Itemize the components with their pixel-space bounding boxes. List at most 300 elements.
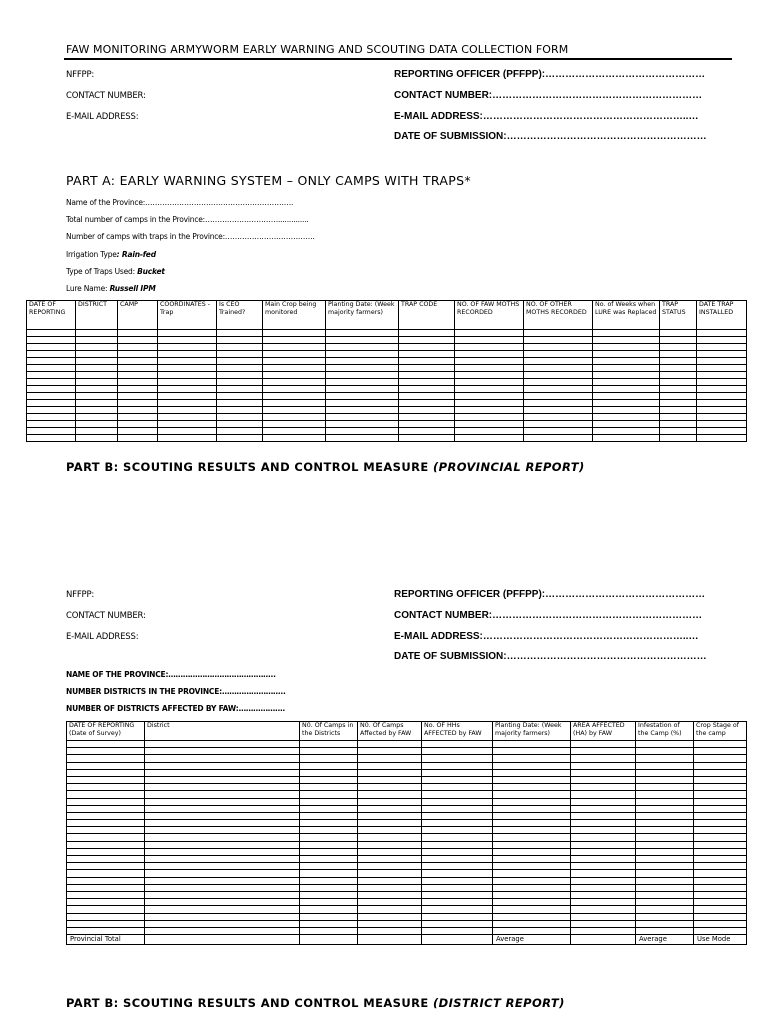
table-cell[interactable] xyxy=(422,848,493,855)
table-cell[interactable] xyxy=(493,827,571,834)
table-cell[interactable] xyxy=(263,365,326,372)
table-cell[interactable] xyxy=(694,848,747,855)
table-cell[interactable] xyxy=(422,870,493,877)
table-cell[interactable] xyxy=(399,428,455,435)
table-cell[interactable] xyxy=(493,805,571,812)
table-cell[interactable] xyxy=(593,386,660,393)
table-cell[interactable] xyxy=(399,379,455,386)
table-cell[interactable] xyxy=(694,899,747,906)
table-cell[interactable] xyxy=(67,877,145,884)
table-cell[interactable] xyxy=(593,344,660,351)
table-cell[interactable] xyxy=(67,784,145,791)
table-cell[interactable] xyxy=(27,393,76,400)
table-cell[interactable] xyxy=(422,784,493,791)
table-cell[interactable] xyxy=(300,841,358,848)
table-cell[interactable] xyxy=(493,762,571,769)
table-cell[interactable] xyxy=(636,870,694,877)
table-cell[interactable] xyxy=(67,827,145,834)
table-cell[interactable] xyxy=(571,906,636,913)
table-cell[interactable] xyxy=(455,400,524,407)
table-cell[interactable] xyxy=(118,379,158,386)
table-cell[interactable] xyxy=(694,920,747,927)
total-cell[interactable] xyxy=(145,935,300,945)
table-cell[interactable] xyxy=(27,365,76,372)
table-cell[interactable] xyxy=(300,856,358,863)
table-cell[interactable] xyxy=(145,891,300,898)
table-cell[interactable] xyxy=(636,755,694,762)
table-cell[interactable] xyxy=(217,435,263,442)
table-cell[interactable] xyxy=(217,379,263,386)
table-cell[interactable] xyxy=(76,428,118,435)
table-cell[interactable] xyxy=(358,784,422,791)
table-cell[interactable] xyxy=(300,762,358,769)
table-cell[interactable] xyxy=(399,400,455,407)
table-cell[interactable] xyxy=(422,776,493,783)
table-cell[interactable] xyxy=(76,421,118,428)
table-cell[interactable] xyxy=(493,891,571,898)
table-cell[interactable] xyxy=(697,414,747,421)
table-cell[interactable] xyxy=(145,877,300,884)
table-cell[interactable] xyxy=(67,913,145,920)
table-cell[interactable] xyxy=(67,798,145,805)
table-cell[interactable] xyxy=(326,428,399,435)
table-cell[interactable] xyxy=(76,351,118,358)
table-cell[interactable] xyxy=(217,386,263,393)
table-cell[interactable] xyxy=(76,372,118,379)
table-cell[interactable] xyxy=(697,421,747,428)
table-cell[interactable] xyxy=(217,365,263,372)
table-cell[interactable] xyxy=(145,906,300,913)
table-cell[interactable] xyxy=(217,407,263,414)
table-cell[interactable] xyxy=(145,927,300,934)
table-cell[interactable] xyxy=(300,870,358,877)
table-cell[interactable] xyxy=(524,400,593,407)
table-cell[interactable] xyxy=(399,386,455,393)
table-cell[interactable] xyxy=(697,330,747,337)
table-cell[interactable] xyxy=(697,435,747,442)
table-cell[interactable] xyxy=(455,330,524,337)
table-cell[interactable] xyxy=(694,755,747,762)
table-cell[interactable] xyxy=(660,400,697,407)
table-cell[interactable] xyxy=(300,848,358,855)
table-cell[interactable] xyxy=(694,856,747,863)
table-cell[interactable] xyxy=(263,337,326,344)
table-cell[interactable] xyxy=(263,330,326,337)
table-cell[interactable] xyxy=(27,344,76,351)
table-cell[interactable] xyxy=(263,414,326,421)
table-cell[interactable] xyxy=(263,393,326,400)
table-cell[interactable] xyxy=(145,812,300,819)
table-cell[interactable] xyxy=(399,421,455,428)
table-cell[interactable] xyxy=(76,358,118,365)
table-cell[interactable] xyxy=(76,337,118,344)
table-cell[interactable] xyxy=(455,421,524,428)
table-cell[interactable] xyxy=(636,863,694,870)
table-cell[interactable] xyxy=(118,365,158,372)
table-cell[interactable] xyxy=(27,407,76,414)
table-cell[interactable] xyxy=(422,920,493,927)
table-cell[interactable] xyxy=(145,805,300,812)
table-cell[interactable] xyxy=(422,762,493,769)
table-cell[interactable] xyxy=(145,784,300,791)
table-cell[interactable] xyxy=(694,748,747,755)
table-cell[interactable] xyxy=(145,920,300,927)
table-cell[interactable] xyxy=(493,920,571,927)
table-cell[interactable] xyxy=(145,841,300,848)
table-cell[interactable] xyxy=(422,863,493,870)
table-cell[interactable] xyxy=(694,927,747,934)
table-cell[interactable] xyxy=(217,337,263,344)
table-cell[interactable] xyxy=(571,856,636,863)
table-cell[interactable] xyxy=(27,428,76,435)
table-cell[interactable] xyxy=(145,913,300,920)
table-cell[interactable] xyxy=(326,414,399,421)
table-cell[interactable] xyxy=(524,428,593,435)
table-cell[interactable] xyxy=(76,407,118,414)
table-cell[interactable] xyxy=(571,884,636,891)
table-cell[interactable] xyxy=(493,748,571,755)
table-cell[interactable] xyxy=(694,769,747,776)
table-cell[interactable] xyxy=(660,407,697,414)
table-cell[interactable] xyxy=(455,386,524,393)
table-cell[interactable] xyxy=(145,741,300,748)
table-cell[interactable] xyxy=(571,870,636,877)
table-cell[interactable] xyxy=(76,414,118,421)
table-cell[interactable] xyxy=(358,834,422,841)
table-cell[interactable] xyxy=(158,435,217,442)
table-cell[interactable] xyxy=(694,812,747,819)
table-cell[interactable] xyxy=(358,741,422,748)
table-cell[interactable] xyxy=(422,884,493,891)
table-cell[interactable] xyxy=(571,798,636,805)
table-cell[interactable] xyxy=(217,428,263,435)
table-cell[interactable] xyxy=(263,379,326,386)
table-cell[interactable] xyxy=(571,769,636,776)
table-cell[interactable] xyxy=(593,435,660,442)
table-cell[interactable] xyxy=(399,358,455,365)
table-cell[interactable] xyxy=(300,820,358,827)
table-cell[interactable] xyxy=(694,762,747,769)
table-cell[interactable] xyxy=(326,407,399,414)
table-cell[interactable] xyxy=(399,372,455,379)
table-cell[interactable] xyxy=(300,899,358,906)
table-cell[interactable] xyxy=(67,762,145,769)
table-cell[interactable] xyxy=(300,748,358,755)
table-cell[interactable] xyxy=(118,372,158,379)
table-cell[interactable] xyxy=(694,827,747,834)
table-cell[interactable] xyxy=(358,906,422,913)
table-cell[interactable] xyxy=(455,358,524,365)
table-cell[interactable] xyxy=(158,379,217,386)
table-cell[interactable] xyxy=(493,884,571,891)
table-cell[interactable] xyxy=(217,358,263,365)
table-cell[interactable] xyxy=(524,407,593,414)
table-cell[interactable] xyxy=(76,386,118,393)
table-cell[interactable] xyxy=(263,358,326,365)
table-cell[interactable] xyxy=(694,798,747,805)
table-cell[interactable] xyxy=(493,927,571,934)
table-cell[interactable] xyxy=(571,891,636,898)
table-cell[interactable] xyxy=(697,372,747,379)
table-cell[interactable] xyxy=(493,812,571,819)
table-cell[interactable] xyxy=(358,812,422,819)
table-cell[interactable] xyxy=(118,421,158,428)
table-cell[interactable] xyxy=(145,884,300,891)
table-cell[interactable] xyxy=(118,393,158,400)
table-cell[interactable] xyxy=(326,337,399,344)
table-cell[interactable] xyxy=(118,428,158,435)
table-cell[interactable] xyxy=(636,820,694,827)
table-cell[interactable] xyxy=(422,877,493,884)
table-cell[interactable] xyxy=(636,877,694,884)
table-cell[interactable] xyxy=(300,891,358,898)
table-cell[interactable] xyxy=(636,741,694,748)
table-cell[interactable] xyxy=(571,805,636,812)
table-cell[interactable] xyxy=(263,407,326,414)
total-cell[interactable] xyxy=(571,935,636,945)
table-cell[interactable] xyxy=(422,791,493,798)
table-cell[interactable] xyxy=(697,393,747,400)
table-cell[interactable] xyxy=(27,414,76,421)
table-cell[interactable] xyxy=(524,372,593,379)
table-cell[interactable] xyxy=(118,414,158,421)
table-cell[interactable] xyxy=(524,393,593,400)
table-cell[interactable] xyxy=(697,358,747,365)
table-cell[interactable] xyxy=(67,791,145,798)
table-cell[interactable] xyxy=(571,812,636,819)
table-cell[interactable] xyxy=(571,755,636,762)
table-cell[interactable] xyxy=(636,841,694,848)
table-cell[interactable] xyxy=(636,805,694,812)
table-cell[interactable] xyxy=(524,337,593,344)
table-cell[interactable] xyxy=(263,344,326,351)
table-cell[interactable] xyxy=(158,400,217,407)
table-cell[interactable] xyxy=(571,776,636,783)
table-cell[interactable] xyxy=(571,834,636,841)
table-cell[interactable] xyxy=(358,791,422,798)
table-cell[interactable] xyxy=(145,791,300,798)
table-cell[interactable] xyxy=(660,428,697,435)
table-cell[interactable] xyxy=(636,762,694,769)
table-cell[interactable] xyxy=(493,906,571,913)
table-cell[interactable] xyxy=(358,877,422,884)
table-cell[interactable] xyxy=(694,870,747,877)
table-cell[interactable] xyxy=(399,365,455,372)
table-cell[interactable] xyxy=(27,379,76,386)
table-cell[interactable] xyxy=(636,884,694,891)
table-cell[interactable] xyxy=(524,344,593,351)
table-cell[interactable] xyxy=(358,920,422,927)
table-cell[interactable] xyxy=(118,407,158,414)
table-cell[interactable] xyxy=(493,899,571,906)
table-cell[interactable] xyxy=(422,906,493,913)
table-cell[interactable] xyxy=(636,784,694,791)
table-cell[interactable] xyxy=(593,365,660,372)
table-cell[interactable] xyxy=(263,351,326,358)
table-cell[interactable] xyxy=(326,358,399,365)
table-cell[interactable] xyxy=(571,791,636,798)
table-cell[interactable] xyxy=(27,386,76,393)
table-cell[interactable] xyxy=(636,769,694,776)
table-cell[interactable] xyxy=(118,330,158,337)
table-cell[interactable] xyxy=(422,805,493,812)
table-cell[interactable] xyxy=(636,827,694,834)
table-cell[interactable] xyxy=(263,428,326,435)
table-cell[interactable] xyxy=(158,372,217,379)
table-cell[interactable] xyxy=(571,748,636,755)
table-cell[interactable] xyxy=(145,762,300,769)
table-cell[interactable] xyxy=(158,337,217,344)
table-cell[interactable] xyxy=(326,344,399,351)
table-cell[interactable] xyxy=(571,741,636,748)
table-cell[interactable] xyxy=(493,848,571,855)
table-cell[interactable] xyxy=(118,344,158,351)
table-cell[interactable] xyxy=(358,820,422,827)
table-cell[interactable] xyxy=(493,834,571,841)
table-cell[interactable] xyxy=(158,358,217,365)
table-cell[interactable] xyxy=(399,414,455,421)
table-cell[interactable] xyxy=(76,330,118,337)
table-cell[interactable] xyxy=(694,805,747,812)
table-cell[interactable] xyxy=(326,379,399,386)
table-cell[interactable] xyxy=(300,776,358,783)
table-cell[interactable] xyxy=(422,856,493,863)
table-cell[interactable] xyxy=(697,400,747,407)
table-cell[interactable] xyxy=(27,337,76,344)
table-cell[interactable] xyxy=(593,337,660,344)
table-cell[interactable] xyxy=(493,798,571,805)
table-cell[interactable] xyxy=(636,812,694,819)
table-cell[interactable] xyxy=(217,393,263,400)
table-cell[interactable] xyxy=(524,379,593,386)
table-cell[interactable] xyxy=(67,769,145,776)
table-cell[interactable] xyxy=(326,386,399,393)
table-cell[interactable] xyxy=(67,748,145,755)
table-cell[interactable] xyxy=(145,748,300,755)
table-cell[interactable] xyxy=(358,755,422,762)
table-cell[interactable] xyxy=(493,776,571,783)
table-cell[interactable] xyxy=(67,863,145,870)
table-cell[interactable] xyxy=(524,351,593,358)
table-cell[interactable] xyxy=(493,784,571,791)
table-cell[interactable] xyxy=(67,834,145,841)
table-cell[interactable] xyxy=(524,414,593,421)
table-cell[interactable] xyxy=(636,748,694,755)
table-cell[interactable] xyxy=(660,365,697,372)
table-cell[interactable] xyxy=(217,400,263,407)
table-cell[interactable] xyxy=(145,820,300,827)
table-cell[interactable] xyxy=(571,848,636,855)
table-cell[interactable] xyxy=(67,927,145,934)
table-cell[interactable] xyxy=(422,748,493,755)
table-cell[interactable] xyxy=(694,784,747,791)
table-cell[interactable] xyxy=(217,414,263,421)
table-cell[interactable] xyxy=(67,856,145,863)
table-cell[interactable] xyxy=(399,351,455,358)
table-cell[interactable] xyxy=(493,913,571,920)
table-cell[interactable] xyxy=(593,428,660,435)
table-cell[interactable] xyxy=(145,755,300,762)
table-cell[interactable] xyxy=(300,769,358,776)
table-cell[interactable] xyxy=(27,358,76,365)
table-cell[interactable] xyxy=(326,365,399,372)
table-cell[interactable] xyxy=(697,379,747,386)
table-cell[interactable] xyxy=(571,820,636,827)
table-cell[interactable] xyxy=(694,841,747,848)
table-cell[interactable] xyxy=(593,414,660,421)
table-cell[interactable] xyxy=(358,776,422,783)
table-cell[interactable] xyxy=(145,827,300,834)
table-cell[interactable] xyxy=(300,884,358,891)
table-cell[interactable] xyxy=(660,379,697,386)
table-cell[interactable] xyxy=(76,379,118,386)
table-cell[interactable] xyxy=(636,798,694,805)
table-cell[interactable] xyxy=(593,379,660,386)
table-cell[interactable] xyxy=(326,393,399,400)
table-cell[interactable] xyxy=(118,337,158,344)
table-cell[interactable] xyxy=(326,421,399,428)
table-cell[interactable] xyxy=(636,776,694,783)
table-cell[interactable] xyxy=(158,386,217,393)
table-cell[interactable] xyxy=(300,812,358,819)
table-cell[interactable] xyxy=(76,393,118,400)
table-cell[interactable] xyxy=(358,913,422,920)
table-cell[interactable] xyxy=(358,805,422,812)
table-cell[interactable] xyxy=(636,920,694,927)
table-cell[interactable] xyxy=(455,393,524,400)
table-cell[interactable] xyxy=(158,428,217,435)
table-cell[interactable] xyxy=(660,414,697,421)
table-cell[interactable] xyxy=(145,863,300,870)
table-cell[interactable] xyxy=(694,863,747,870)
table-cell[interactable] xyxy=(697,407,747,414)
table-cell[interactable] xyxy=(660,421,697,428)
table-cell[interactable] xyxy=(422,798,493,805)
table-cell[interactable] xyxy=(145,776,300,783)
table-cell[interactable] xyxy=(636,899,694,906)
table-cell[interactable] xyxy=(300,913,358,920)
table-cell[interactable] xyxy=(422,841,493,848)
table-cell[interactable] xyxy=(571,877,636,884)
table-cell[interactable] xyxy=(158,414,217,421)
table-cell[interactable] xyxy=(493,741,571,748)
table-cell[interactable] xyxy=(158,365,217,372)
table-cell[interactable] xyxy=(67,776,145,783)
table-cell[interactable] xyxy=(636,913,694,920)
table-cell[interactable] xyxy=(593,351,660,358)
table-cell[interactable] xyxy=(694,834,747,841)
table-cell[interactable] xyxy=(358,884,422,891)
table-cell[interactable] xyxy=(694,913,747,920)
table-cell[interactable] xyxy=(358,841,422,848)
table-cell[interactable] xyxy=(593,330,660,337)
table-cell[interactable] xyxy=(660,386,697,393)
table-cell[interactable] xyxy=(67,899,145,906)
table-cell[interactable] xyxy=(118,351,158,358)
table-cell[interactable] xyxy=(76,344,118,351)
table-cell[interactable] xyxy=(263,372,326,379)
table-cell[interactable] xyxy=(67,870,145,877)
table-cell[interactable] xyxy=(399,407,455,414)
table-cell[interactable] xyxy=(493,820,571,827)
table-cell[interactable] xyxy=(636,906,694,913)
table-cell[interactable] xyxy=(571,927,636,934)
table-cell[interactable] xyxy=(67,741,145,748)
table-cell[interactable] xyxy=(422,741,493,748)
table-cell[interactable] xyxy=(158,344,217,351)
table-cell[interactable] xyxy=(217,351,263,358)
table-cell[interactable] xyxy=(455,337,524,344)
